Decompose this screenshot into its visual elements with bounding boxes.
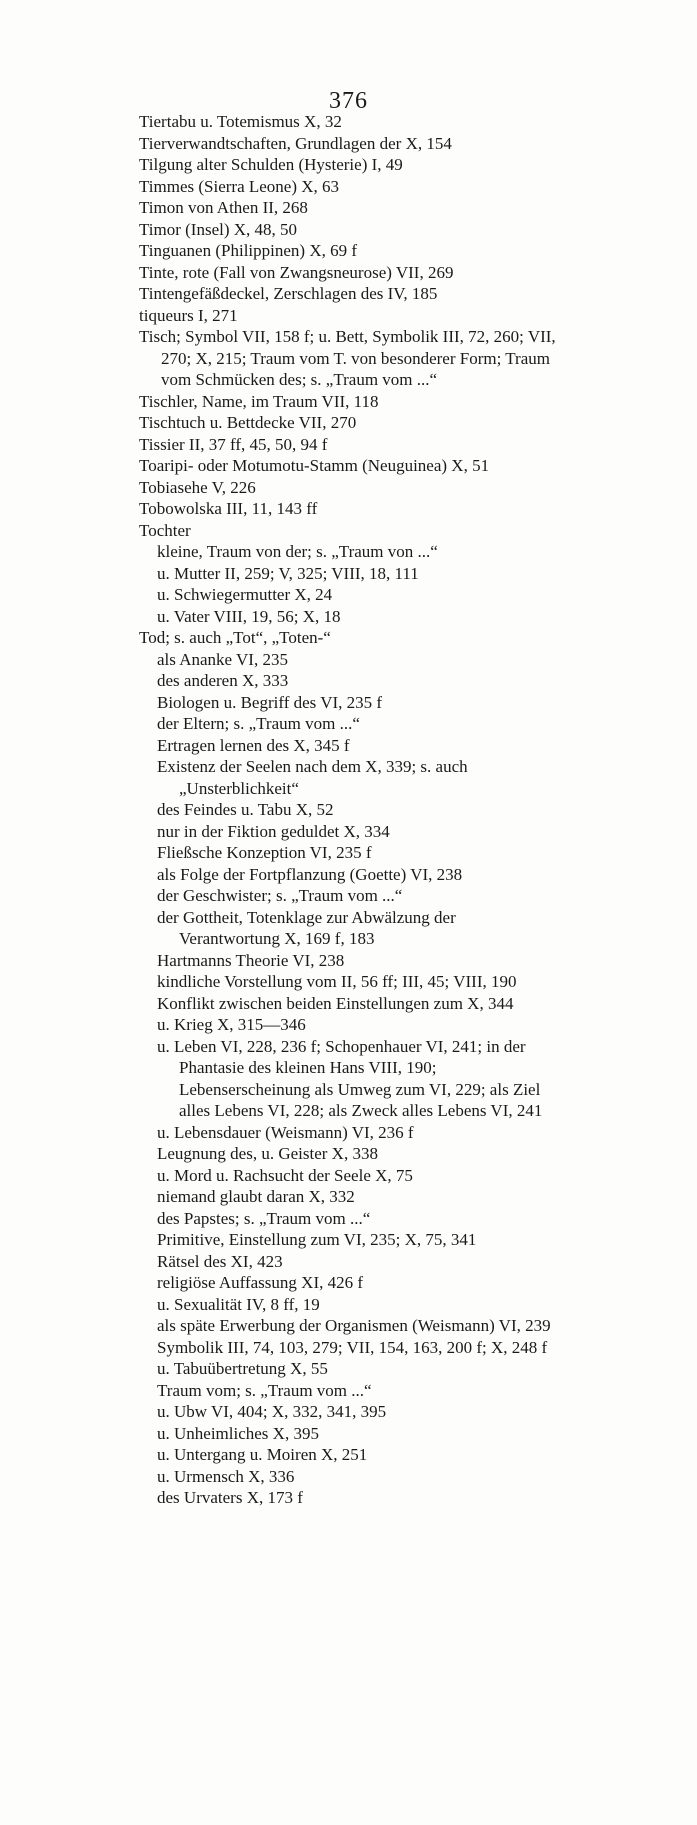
index-subentry: Konflikt zwischen beiden Einstellungen zum X, 344 xyxy=(157,993,514,1013)
index-entry: Tilgung alter Schulden (Hysterie) I, 49 xyxy=(139,155,403,174)
index-subentry: u. Mutter II, 259; V, 325; VIII, 18, 111 xyxy=(157,563,419,583)
index-entry: Tinguanen (Philippinen) X, 69 f xyxy=(139,241,358,260)
index-entry: Timmes (Sierra Leone) X, 63 xyxy=(139,176,340,196)
index-subentry: der Geschwister; s. „Traum vom ...“ xyxy=(157,886,403,905)
index-subentry: Symbolik III, 74, 103, 279; VII, 154, 163, 200 f; X, 248 f xyxy=(157,1337,548,1357)
index-subentry: u. Sexualität IV, 8 ff, 19 xyxy=(157,1294,320,1314)
index-entry: Tissier II, 37 ff, 45, 50, 94 f xyxy=(139,434,328,454)
index-subentry: u. Untergang u. Moiren X, 251 xyxy=(157,1445,368,1464)
index-entry: Tischler, Name, im Traum VII, 118 xyxy=(139,391,379,411)
index-entry: Tinte, rote (Fall von Zwangsneurose) VII, 269 xyxy=(139,262,454,282)
index-entry: Tintengefäßdeckel, Zerschlagen des IV, 185 xyxy=(139,284,438,303)
index-subentry: Existenz der Seelen nach dem X, 339; s. auch „Unsterblichkeit“ xyxy=(157,757,468,798)
index-subentry: als Ananke VI, 235 xyxy=(157,649,288,669)
index-entry: Tochter xyxy=(139,520,191,540)
index-subentry: Ertragen lernen des X, 345 f xyxy=(157,735,350,755)
index-entry: Tiertabu u. Totemismus X, 32 xyxy=(139,112,342,131)
index-subentry: Traum vom; s. „Traum vom ...“ xyxy=(157,1380,372,1400)
index-list xyxy=(139,111,559,1509)
page-number: 376 xyxy=(329,88,368,114)
index-subentry: Fließsche Konzeption VI, 235 f xyxy=(157,843,372,862)
index-subentry: u. Mord u. Rachsucht der Seele X, 75 xyxy=(157,1165,413,1185)
index-subentry: als späte Erwerbung der Organismen (Weismann) VI, 239 xyxy=(157,1316,551,1335)
index-subentry: niemand glaubt daran X, 332 xyxy=(157,1187,355,1206)
index-subentry: Biologen u. Begriff des VI, 235 f xyxy=(157,692,383,712)
index-subentry: des Urvaters X, 173 f xyxy=(157,1488,303,1507)
index-entry: Tischtuch u. Bettdecke VII, 270 xyxy=(139,413,357,432)
index-subentry: kindliche Vorstellung vom II, 56 ff; III, 45; VIII, 190 xyxy=(157,972,517,991)
index-subentry: Leugnung des, u. Geister X, 338 xyxy=(157,1144,378,1163)
index-entry: Tisch; Symbol VII, 158 f; u. Bett, Symbolik III, 72, 260; VII, 270; X, 215; Traum vom T. von besonderer Form; Traum vom Schmücken des; s. „Traum vom ...“ xyxy=(139,327,556,389)
index-subentry: des anderen X, 333 xyxy=(157,671,289,690)
index-subentry: des Feindes u. Tabu X, 52 xyxy=(157,800,334,819)
index-entry: Timor (Insel) X, 48, 50 xyxy=(139,219,298,239)
index-subentry: u. Urmensch X, 336 xyxy=(157,1466,295,1486)
index-entry: Tierverwandtschaften, Grundlagen der X, 154 xyxy=(139,133,452,153)
index-subentry: Hartmanns Theorie VI, 238 xyxy=(157,950,345,970)
index-subentry: der Gottheit, Totenklage zur Abwälzung der Verantwortung X, 169 f, 183 xyxy=(157,907,456,948)
index-entry: Tobowolska III, 11, 143 ff xyxy=(139,499,318,518)
index-entry: Toaripi- oder Motumotu-Stamm (Neuguinea) X, 51 xyxy=(139,456,490,475)
index-subentry: nur in der Fiktion geduldet X, 334 xyxy=(157,821,390,841)
index-subentry: u. Leben VI, 228, 236 f; Schopenhauer VI, 241; in der Phantasie des kleinen Hans VIII, 190; Lebenserscheinung als Umweg zum VI, 229; als Ziel alles Lebens VI, 228; als Zweck alles Lebens VI, 241 xyxy=(157,1036,543,1120)
index-subentry: u. Tabuübertretung X, 55 xyxy=(157,1359,328,1378)
index-subentry: u. Lebensdauer (Weismann) VI, 236 f xyxy=(157,1122,414,1142)
index-subentry: u. Unheimliches X, 395 xyxy=(157,1423,319,1443)
index-subentry: u. Vater VIII, 19, 56; X, 18 xyxy=(157,606,341,626)
index-subentry: u. Krieg X, 315—346 xyxy=(157,1015,306,1034)
index-subentry: u. Ubw VI, 404; X, 332, 341, 395 xyxy=(157,1402,387,1421)
index-subentry: Rätsel des XI, 423 xyxy=(157,1251,283,1271)
index-subentry: des Papstes; s. „Traum vom ...“ xyxy=(157,1208,371,1228)
index-subentry: u. Schwiegermutter X, 24 xyxy=(157,585,333,604)
index-entry: Tobiasehe V, 226 xyxy=(139,477,256,497)
index-subentry: der Eltern; s. „Traum vom ...“ xyxy=(157,714,360,733)
index-subentry: Primitive, Einstellung zum VI, 235; X, 75, 341 xyxy=(157,1230,477,1249)
index-subentry: kleine, Traum von der; s. „Traum von ...“ xyxy=(157,542,438,561)
index-entry: Timon von Athen II, 268 xyxy=(139,198,308,217)
index-entry: tiqueurs I, 271 xyxy=(139,305,238,325)
index-entry: Tod; s. auch „Tot“, „Toten-“ xyxy=(139,628,331,647)
index-subentry: religiöse Auffassung XI, 426 f xyxy=(157,1273,364,1292)
index-subentry: als Folge der Fortpflanzung (Goette) VI, 238 xyxy=(157,864,463,884)
